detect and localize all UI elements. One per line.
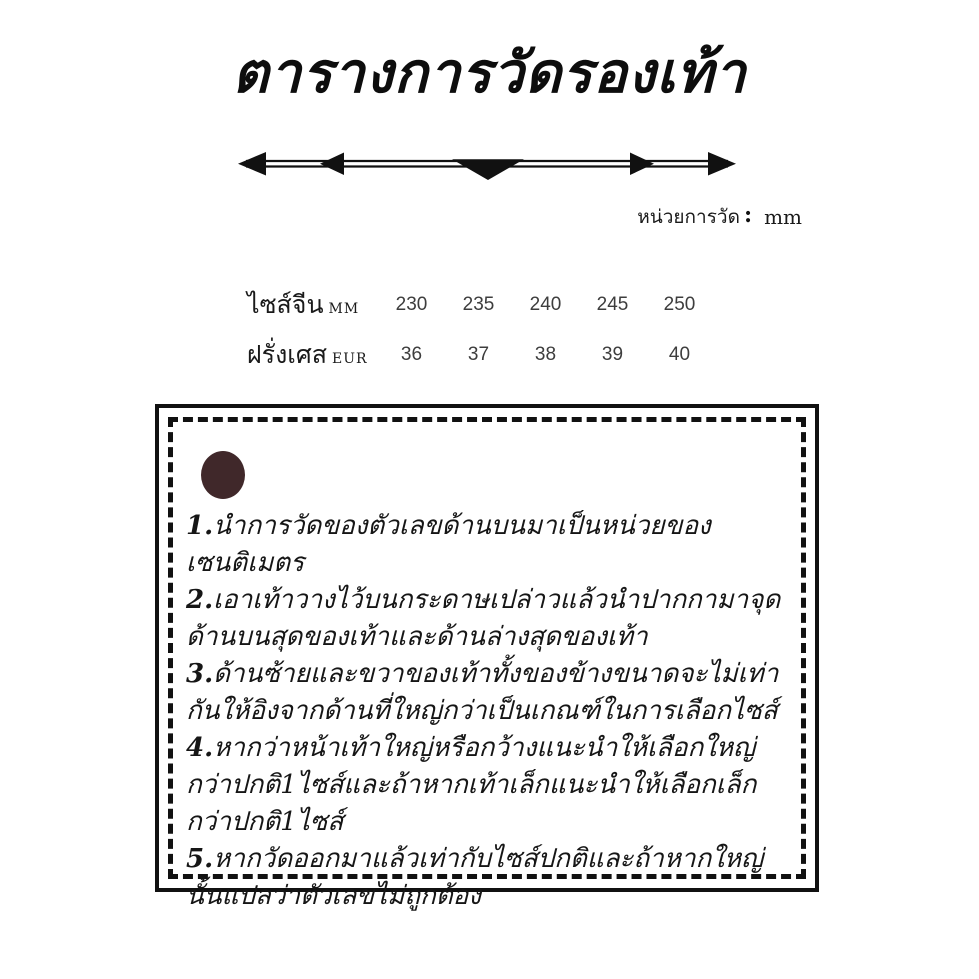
size-cell: 39 (601, 344, 624, 365)
instructions-list (186, 508, 796, 915)
instruction-text: ด้านซ้ายและขวาของเท้าทั้งของข้างขนาดจะไม่เท่ากันให้อิงจากด้านที่ใหญ่กว่าเป็นเกณฑ์ในการเลือกไซส์ (186, 659, 779, 726)
size-cell: 37 (467, 344, 490, 365)
instruction-text: เอาเท้าวางไว้บนกระดาษเปล่าวแล้วนำปากกามาจุดด้านบนสุดของเท้าและด้านล่างสุดของเท้า (186, 585, 781, 652)
bullet-dot (201, 451, 245, 499)
measurement-arrow-icon (236, 146, 738, 184)
instruction-number: 2. (186, 585, 214, 615)
unit-label: หน่วยการวัด (637, 206, 740, 228)
size-cell: 235 (462, 294, 495, 315)
unit-value: mm (764, 205, 802, 229)
instruction-number: 3. (186, 659, 214, 689)
row-label: ฝรั่งเศส (247, 340, 327, 369)
size-cell: 38 (534, 344, 557, 365)
instruction-number: 1. (186, 511, 214, 541)
instruction-item (186, 841, 796, 915)
row-unit: MM (328, 301, 360, 317)
table-row-label-eur (247, 335, 378, 375)
instruction-number: 4. (186, 733, 214, 763)
instruction-item (186, 656, 796, 730)
instruction-number: 5. (186, 844, 214, 874)
unit-colon: : (743, 202, 753, 228)
size-table (247, 281, 713, 379)
instructions-box (155, 404, 819, 911)
instruction-text: นำการวัดของตัวเลขด้านบนมาเป็นหน่วยของเซนติเมตร (186, 511, 711, 578)
instruction-item (186, 508, 796, 582)
unit-of-measure-line (612, 200, 802, 234)
size-cell: 245 (596, 294, 629, 315)
size-cell: 240 (529, 294, 562, 315)
instruction-text: หากวัดออกมาแล้วเท่ากับไซส์ปกติและถ้าหากใหญ่นั้นแปลว่าตัวเลขไม่ถูกต้อง (186, 844, 764, 911)
instruction-item (186, 582, 796, 656)
size-cell: 36 (400, 344, 423, 365)
table-row-label-cn (247, 285, 378, 325)
instruction-text: หากว่าหน้าเท้าใหญ่หรือกว้างแนะนำให้เลือกใหญ่กว่าปกติ1ไซส์และถ้าหากเท้าเล็กแนะนำให้เลือกเล็กกว่าปกติ1ไซส์ (186, 733, 757, 837)
page-title: ตารางการวัดรองเท้า (232, 40, 747, 106)
size-cell: 40 (668, 344, 691, 365)
row-label: ไซส์จีน (247, 290, 324, 319)
instruction-item (186, 730, 796, 841)
size-cell: 230 (395, 294, 428, 315)
size-cell: 250 (663, 294, 696, 315)
row-unit: EUR (331, 351, 368, 367)
